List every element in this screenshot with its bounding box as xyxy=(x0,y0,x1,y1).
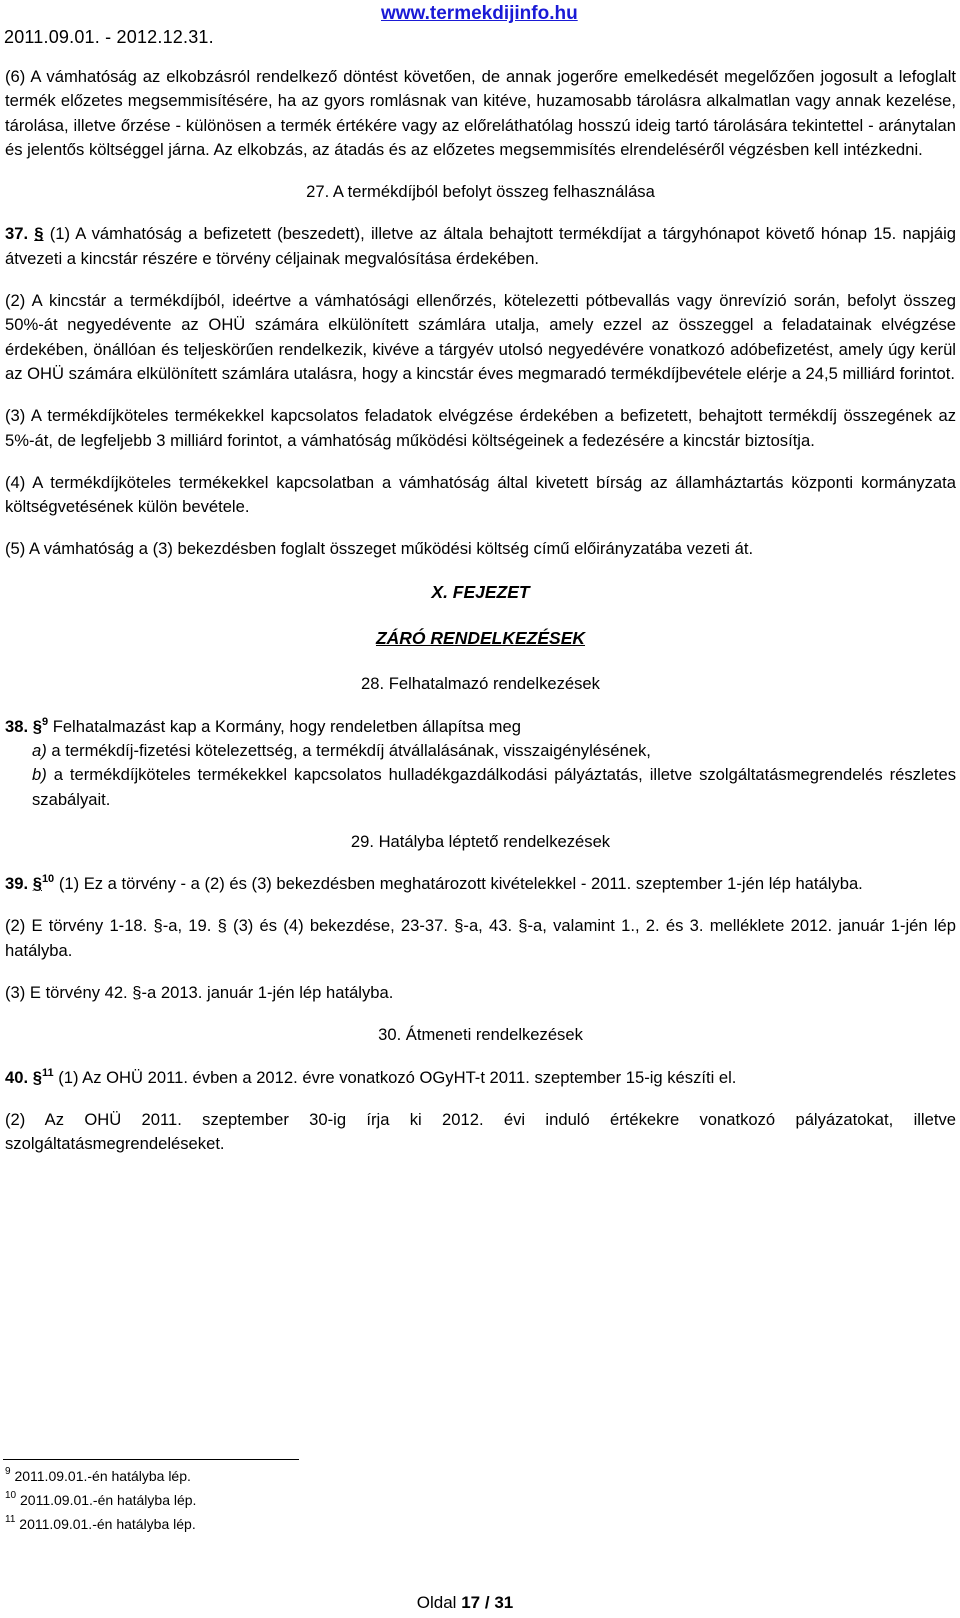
section-38-item-a xyxy=(32,739,956,763)
footnote-number: 11 xyxy=(5,1514,16,1525)
page-label: Oldal xyxy=(416,1593,457,1612)
section-40-paragraph-2: (2) Az OHÜ 2011. szeptember 30-ig írja ki 2012. évi induló értékekre vonatkozó pályázatokat, illetve szolgáltatásmegrendeléseket. xyxy=(5,1109,956,1154)
page-separator: / xyxy=(484,1593,490,1612)
footnote-ref-9[interactable]: 9 xyxy=(41,715,49,728)
item-a-label: a) xyxy=(32,740,47,760)
heading-section-27: 27. A termékdíjból befolyt összeg felhasználása xyxy=(306,182,655,202)
header-date-range: 2011.09.01. - 2012.12.31. xyxy=(4,27,214,47)
section-sign: § xyxy=(32,716,42,736)
header-website-link[interactable]: www.termekdijinfo.hu xyxy=(381,3,578,24)
section-40-text-1: (1) Az OHÜ 2011. évben a 2012. évre vonatkozó OGyHT-t 2011. szeptember 15-ig készíti el. xyxy=(58,1067,737,1087)
footnote-item xyxy=(5,1464,196,1488)
section-sign: § xyxy=(34,224,44,244)
section-37-paragraph-2: (2) A kincstár a termékdíjból, ideértve a vámhatósági ellenőrzés, kötelezetti pótbevallás vagy önrevízió során, befolyt összeg 50%-át negyedévente az OHÜ számára elkülönített számlára utalja, amely ezzel az összeggel a feladatainak elvégzése érdekében, önállóan és teljeskörűen rendelkezik, kivéve a tárgyév utolsó negyedévére vonatkozó adóbefizetést, amely úgy kerül az OHÜ számára elkülönített számlára utalásra, hogy a kincstár éves megmaradó termékdíjbevétele elérje a 24,5 milliárd forintot. xyxy=(5,291,956,383)
footnote-text: 2011.09.01.-én hatályba lép. xyxy=(20,1492,197,1508)
section-37-paragraph-1 xyxy=(5,222,956,271)
section-39-paragraph-3: (3) E törvény 42. §-a 2013. január 1-jén lép hatályba. xyxy=(5,983,394,1003)
chapter-number: X. FEJEZET xyxy=(431,581,530,602)
section-sign: § xyxy=(32,1067,42,1087)
section-39-paragraph-1 xyxy=(5,872,956,896)
heading-section-30: 30. Átmeneti rendelkezések xyxy=(378,1025,583,1045)
section-37-paragraph-5: (5) A vámhatóság a (3) bekezdésben foglalt összeget működési költség című előirányzatába vezeti át. xyxy=(5,539,754,559)
section-37-text-1: (1) A vámhatóság a befizetett (beszedett), illetve az általa behajtott termékdíjat a tárgyhónapot követő hónap 15. napjáig átvezeti a kincstár részére e törvény céljainak megvalósítása érdekében. xyxy=(5,224,956,268)
item-b-label: b) xyxy=(32,765,47,785)
section-40-number: 40. xyxy=(5,1067,29,1087)
footnote-item xyxy=(5,1488,196,1512)
section-37-paragraph-4: (4) A termékdíjköteles termékekkel kapcsolatban a vámhatóság által kivetett bírság az államháztartás központi kormányzata költségvetésének külön bevétele. xyxy=(5,472,956,517)
item-b-text: a termékdíjköteles termékekkel kapcsolatos hulladékgazdálkodási pályáztatás, illetve szolgáltatásmegrendelés részletes szabályait. xyxy=(32,765,956,809)
footnote-ref-11[interactable]: 11 xyxy=(41,1066,54,1079)
section-40-paragraph-1 xyxy=(5,1066,956,1090)
section-38-text: Felhatalmazást kap a Kormány, hogy rendeletben állapítsa meg xyxy=(52,716,521,736)
section-38-intro xyxy=(5,715,956,739)
chapter-title: ZÁRÓ RENDELKEZÉSEK xyxy=(375,628,586,649)
paragraph-36-6: (6) A vámhatóság az elkobzásról rendelkező döntést követően, de annak jogerőre emelkedését megelőzően jogosult a lefoglalt termék előzetes megsemmisítésére, ha az gyors romlásnak van kitéve, huzamosabb tárolásra alkalmatlan vagy annak kezelése, tárolása, illetve őrzése - különösen a termék értékére vagy az előreláthatólag hosszú ideig tartó tárolására tekintettel - aránytalan és jelentős költséggel járna. Az elkobzás, az átadás és az előzetes megsemmisítés elrendeléséről végzésben kell intézkedni. xyxy=(5,67,956,159)
heading-section-28: 28. Felhatalmazó rendelkezések xyxy=(361,674,600,694)
document-body xyxy=(5,65,956,1175)
section-sign: § xyxy=(32,874,42,894)
footnote-number: 9 xyxy=(5,1466,11,1477)
footnote-number: 10 xyxy=(5,1490,17,1501)
section-38-item-b xyxy=(32,763,956,812)
footnote-text: 2011.09.01.-én hatályba lép. xyxy=(19,1516,196,1532)
footnotes xyxy=(5,1464,196,1536)
section-37-number: 37. xyxy=(5,224,29,244)
section-37-paragraph-3: (3) A termékdíjköteles termékekkel kapcsolatos feladatok elvégzése érdekében a befizetett, behajtott termékdíj összegének az 5%-át, de legfeljebb 3 milliárd forintot, a vámhatóság működési költségeinek a fedezésére a kincstár biztosítja. xyxy=(5,406,956,450)
footnote-item xyxy=(5,1512,196,1536)
section-39-text-1: (1) Ez a törvény - a (2) és (3) bekezdésben meghatározott kivételekkel - 2011. szeptember 1-jén lép hatályba. xyxy=(58,874,863,894)
footnote-ref-10[interactable]: 10 xyxy=(41,873,55,886)
page-number xyxy=(0,1593,930,1613)
section-39-paragraph-2: (2) E törvény 1-18. §-a, 19. § (3) és (4) bekezdése, 23-37. §-a, 43. §-a, valamint 1., 2. és 3. melléklete 2012. január 1-jén lép hatályba. xyxy=(5,916,956,960)
section-39-number: 39. xyxy=(5,874,29,894)
page-total: 31 xyxy=(494,1593,514,1612)
section-38-number: 38. xyxy=(5,716,29,736)
heading-section-29: 29. Hatályba léptető rendelkezések xyxy=(350,831,611,851)
item-a-text: a termékdíj-fizetési kötelezettség, a termékdíj átvállalásának, visszaigénylésének, xyxy=(51,740,651,760)
page-current: 17 xyxy=(461,1593,481,1612)
footnote-separator xyxy=(3,1459,299,1460)
footnote-text: 2011.09.01.-én hatályba lép. xyxy=(14,1468,191,1484)
